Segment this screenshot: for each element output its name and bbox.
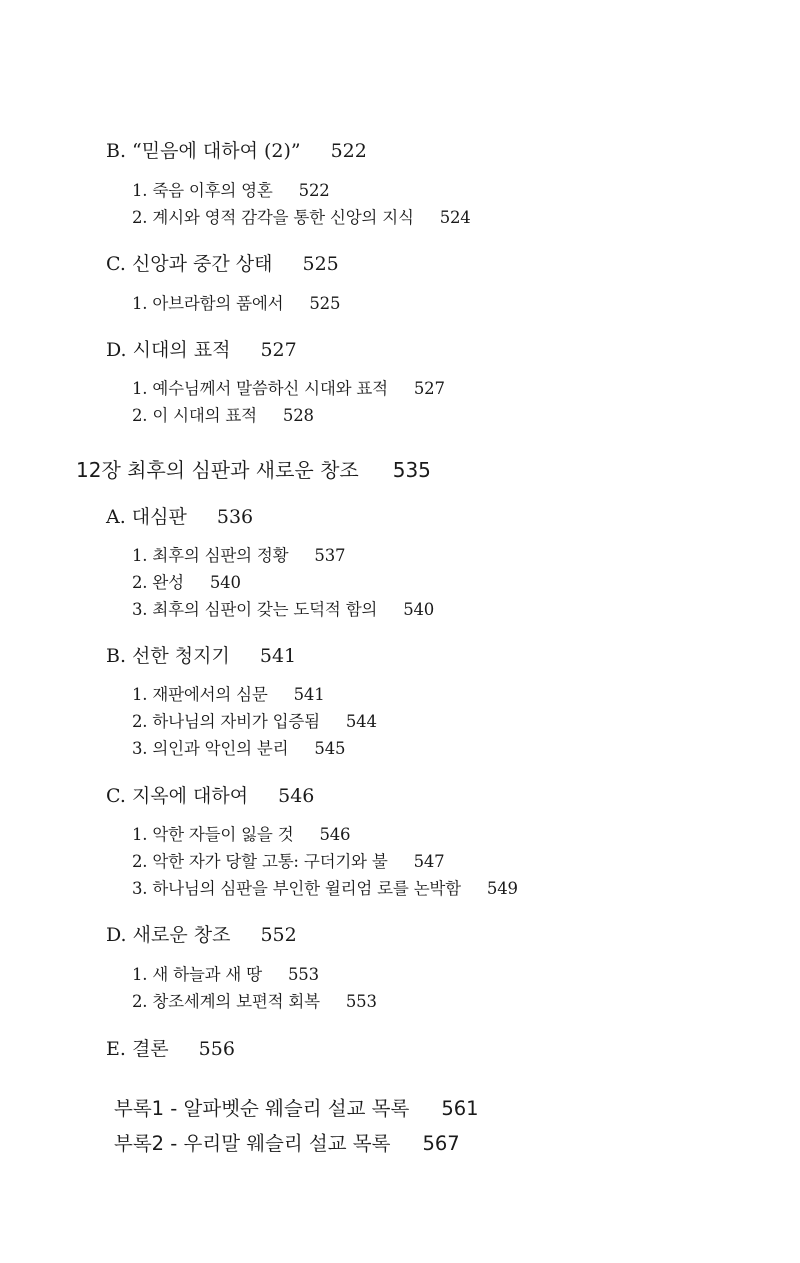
entry-page-number: 547: [413, 852, 445, 871]
entry-title: 1. 최후의 심판의 정황: [132, 546, 289, 565]
entry-page-number: 525: [309, 294, 341, 313]
toc-entry-section: [106, 781, 314, 808]
entry-title: 1. 아브라함의 품에서: [132, 294, 284, 313]
entry-title: D. 시대의 표적: [106, 339, 231, 361]
entry-title: 1. 악한 자들이 잃을 것: [132, 825, 294, 844]
toc-entry-subsection: [132, 961, 319, 985]
entry-page-number: 537: [314, 546, 346, 565]
entry-title: 부록1 - 알파벳순 웨슬리 설교 목록: [114, 1097, 410, 1120]
entry-page-number: 527: [260, 339, 297, 361]
entry-title: B. “믿음에 대하여 (2)”: [106, 140, 301, 162]
entry-title: 3. 하나님의 심판을 부인한 윌리엄 로를 논박함: [132, 879, 461, 898]
toc-entry-subsection: [132, 848, 444, 872]
entry-title: 2. 하나님의 자비가 입증됨: [132, 712, 320, 731]
entry-page-number: 541: [293, 685, 325, 704]
entry-title: C. 신앙과 중간 상태: [106, 253, 273, 275]
entry-title: A. 대심판: [106, 506, 187, 528]
toc-entry-appendix: [114, 1093, 479, 1121]
entry-page-number: 549: [486, 879, 518, 898]
toc-entry-appendix: [114, 1128, 460, 1156]
toc-entry-subsection: [132, 681, 325, 705]
entry-page-number: 556: [198, 1038, 235, 1060]
entry-title: 2. 창조세계의 보편적 회복: [132, 992, 320, 1011]
entry-title: E. 결론: [106, 1038, 169, 1060]
entry-title: 2. 이 시대의 표적: [132, 406, 257, 425]
toc-entry-subsection: [132, 708, 377, 732]
entry-page-number: 545: [314, 739, 346, 758]
entry-page-number: 528: [282, 406, 314, 425]
entry-title: 3. 의인과 악인의 분리: [132, 739, 289, 758]
entry-page-number: 540: [209, 573, 241, 592]
toc-entry-subsection: [132, 875, 518, 899]
entry-page-number: 525: [302, 253, 339, 275]
entry-title: 2. 악한 자가 당할 고통: 구더기와 불: [132, 852, 388, 871]
entry-page-number: 524: [439, 208, 471, 227]
entry-page-number: 546: [278, 785, 315, 807]
toc-entry-subsection: [132, 988, 377, 1012]
toc-entry-subsection: [132, 735, 345, 759]
toc-entry-subsection: [132, 375, 445, 399]
toc-entry-section: [106, 335, 297, 362]
entry-page-number: 544: [345, 712, 377, 731]
entry-page-number: 567: [422, 1132, 460, 1155]
toc-entry-section: [106, 1034, 235, 1061]
entry-title: 1. 예수님께서 말씀하신 시대와 표적: [132, 379, 388, 398]
toc-entry-section: [106, 502, 253, 529]
toc-entry-subsection: [132, 402, 314, 426]
toc-entry-subsection: [132, 204, 471, 228]
entry-title: 1. 죽음 이후의 영혼: [132, 181, 273, 200]
entry-page-number: 552: [260, 924, 297, 946]
entry-title: 2. 계시와 영적 감각을 통한 신앙의 지식: [132, 208, 414, 227]
entry-title: D. 새로운 창조: [106, 924, 231, 946]
entry-page-number: 553: [287, 965, 319, 984]
toc-entry-subsection: [132, 569, 241, 593]
entry-page-number: 540: [403, 600, 435, 619]
entry-page-number: 536: [216, 506, 254, 528]
toc-entry-subsection: [132, 542, 345, 566]
toc-entry-section: [106, 136, 367, 163]
entry-page-number: 535: [392, 458, 431, 482]
toc-entry-subsection: [132, 821, 350, 845]
entry-title: 12장 최후의 심판과 새로운 창조: [76, 458, 359, 482]
entry-title: 1. 새 하늘과 새 땅: [132, 965, 262, 984]
entry-page-number: 522: [330, 140, 367, 162]
entry-title: 1. 재판에서의 심문: [132, 685, 268, 704]
toc-entry-subsection: [132, 177, 330, 201]
toc-entry-section: [106, 249, 339, 276]
entry-title: B. 선한 청지기: [106, 645, 230, 667]
entry-page-number: 541: [259, 645, 297, 667]
entry-title: 부록2 - 우리말 웨슬리 설교 목록: [114, 1132, 391, 1155]
toc-entry-chapter: [76, 454, 431, 483]
entry-page-number: 546: [319, 825, 351, 844]
toc-entry-subsection: [132, 290, 340, 314]
entry-title: 3. 최후의 심판이 갖는 도덕적 함의: [132, 600, 378, 619]
entry-title: 2. 완성: [132, 573, 184, 592]
toc-entry-section: [106, 641, 296, 668]
entry-page-number: 553: [345, 992, 377, 1011]
toc-entry-subsection: [132, 596, 434, 620]
entry-title: C. 지옥에 대하여: [106, 785, 249, 807]
entry-page-number: 561: [441, 1097, 479, 1120]
entry-page-number: 527: [413, 379, 445, 398]
entry-page-number: 522: [298, 181, 330, 200]
toc-entry-section: [106, 920, 297, 947]
